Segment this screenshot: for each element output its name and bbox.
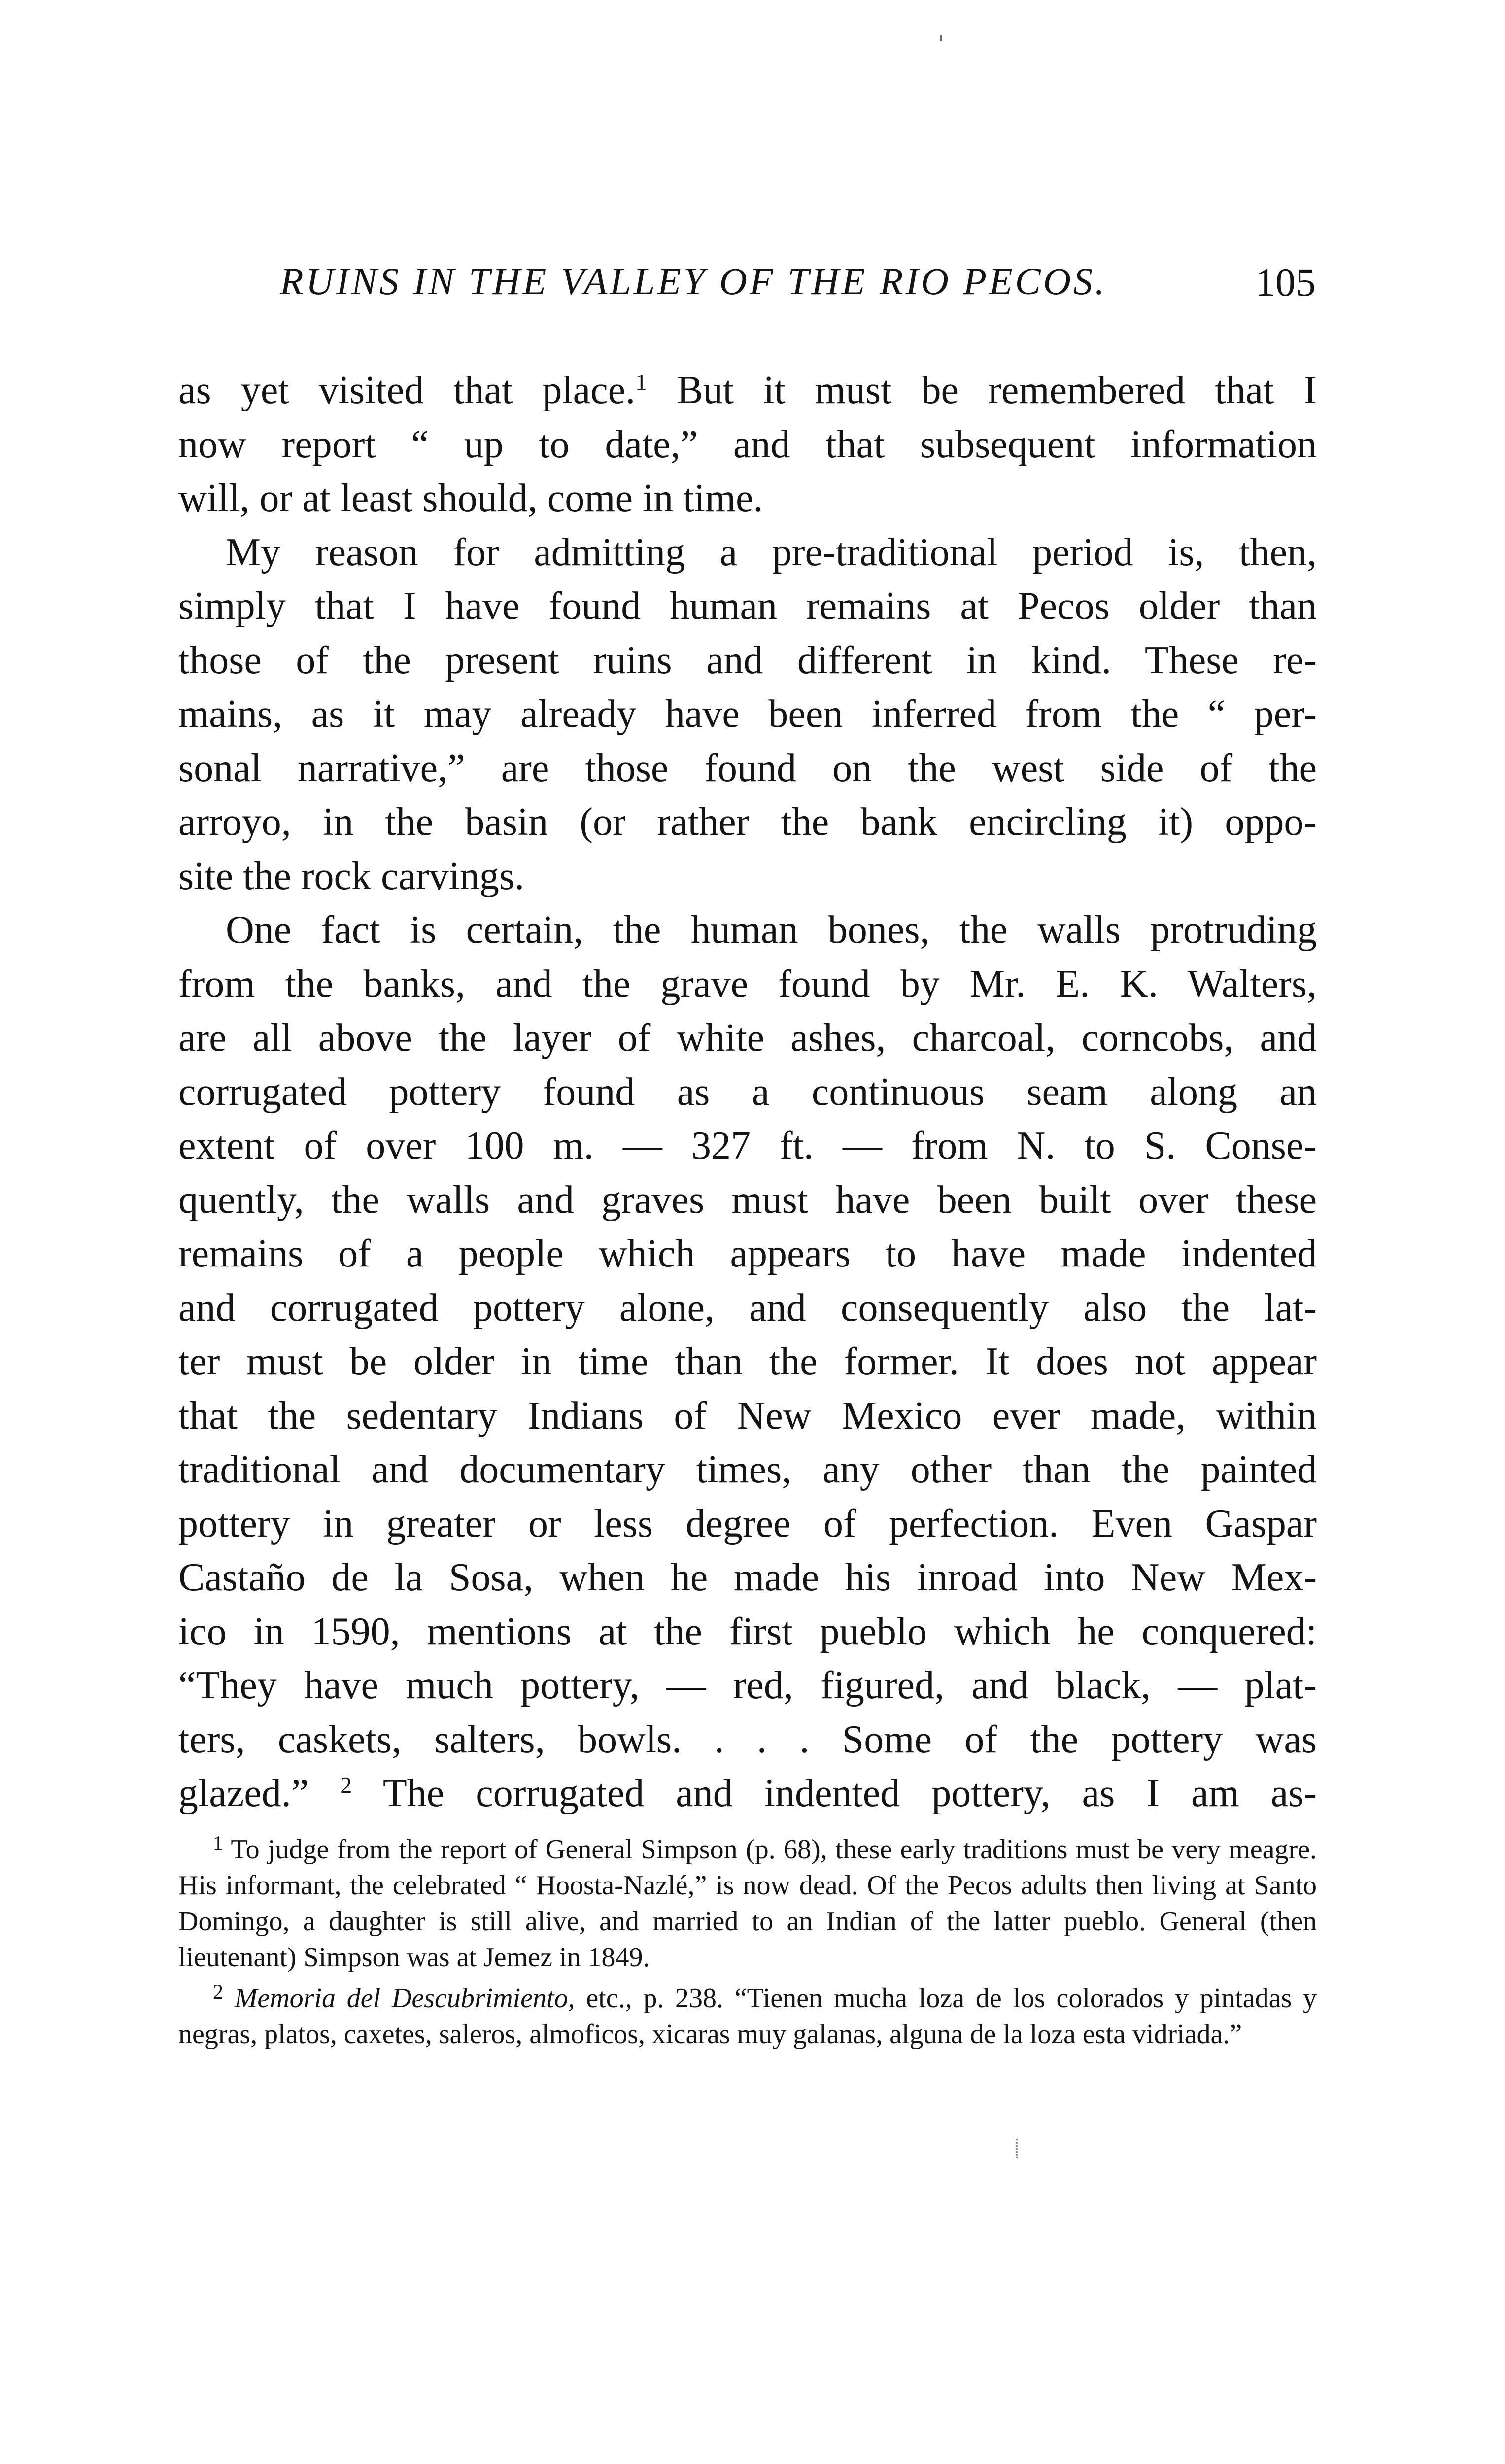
page-number: 105 bbox=[1255, 260, 1316, 305]
text-line: traditional and documentary times, any other than the painted bbox=[178, 1448, 1317, 1491]
text-line: from the banks, and the grave found by Mr. E. K. Walters, bbox=[178, 962, 1317, 1006]
text-line: will, or at least should, come in time. bbox=[178, 477, 763, 520]
text-line: One fact is certain, the human bones, the walls protruding bbox=[226, 908, 1317, 952]
text-line: corrugated pottery found as a continuous seam along an bbox=[178, 1070, 1317, 1114]
footnote-reference: 2 bbox=[340, 1772, 352, 1799]
text-line: sonal narrative,” are those found on the west side of the bbox=[178, 746, 1317, 790]
text-line: simply that I have found human remains at Pecos older than bbox=[178, 584, 1317, 628]
text-line: arroyo, in the basin (or rather the bank encircling it) oppo- bbox=[178, 800, 1317, 844]
footnote-mark: 2 bbox=[213, 1981, 223, 2004]
footnotes bbox=[178, 1832, 1317, 2053]
text-line: My reason for admitting a pre-traditional period is, then, bbox=[226, 530, 1317, 574]
running-title: RUINS IN THE VALLEY OF THE RIO PECOS. bbox=[280, 260, 1107, 303]
ink-dots bbox=[1016, 2139, 1019, 2158]
cited-title: Memoria del Descubrimiento, bbox=[234, 1983, 575, 2014]
text-line: pottery in greater or less degree of perfection. Even Gaspar bbox=[178, 1502, 1317, 1545]
text-line: now report “ up to date,” and that subsequent information bbox=[178, 422, 1317, 466]
body-text bbox=[178, 364, 1317, 1821]
text-line: quently, the walls and graves must have been built over these bbox=[178, 1178, 1317, 1222]
footnote-mark: 1 bbox=[213, 1832, 223, 1855]
text-line: ters, caskets, salters, bowls. . . . Some of the pottery was bbox=[178, 1717, 1317, 1761]
text-line: as yet visited that place.$^1$ But it must be remembered that I bbox=[178, 369, 1317, 412]
ink-speck bbox=[940, 35, 942, 41]
text-line: ter must be older in time than the former. It does not appear bbox=[178, 1340, 1317, 1383]
text-line: “They have much pottery, — red, figured, and black, — plat- bbox=[178, 1664, 1317, 1707]
text-line: glazed.” $^2$ The corrugated and indented pottery, as I am as- bbox=[178, 1772, 1317, 1815]
text-line: ico in 1590, mentions at the first pueblo which he conquered: bbox=[178, 1609, 1317, 1653]
text-line: remains of a people which appears to have made indented bbox=[178, 1232, 1317, 1275]
text-line: mains, as it may already have been inferred from the “ per- bbox=[178, 692, 1317, 736]
footnote-2: $^2$ Memoria del Descubrimiento, etc., p. 238. “Tienen mucha loza de los colorados y pintadas y negras, platos, caxetes, saleros, almoficos, xicaras muy galanas, alguna de la loza esta vidriada.” bbox=[178, 1981, 1317, 2050]
footnote-reference: 1 bbox=[635, 369, 648, 396]
text-line: Castaño de la Sosa, when he made his inroad into New Mex- bbox=[178, 1556, 1317, 1599]
text-line: extent of over 100 m. — 327 ft. — from N. to S. Conse- bbox=[178, 1124, 1317, 1167]
text-line: and corrugated pottery alone, and consequently also the lat- bbox=[178, 1286, 1317, 1330]
page-header bbox=[181, 255, 1316, 309]
footnote-1: $^1$ To judge from the report of General Simpson (p. 68), these early traditions must be very meagre. His informant, the celebrated “ Hoosta-Nazlé,” is now dead. Of the Pecos adults then living at Santo Domingo, a daughter is still alive, and married to an Indian of the latter pueblo. General (then lieutenant) Simpson was at Jemez in 1849. bbox=[178, 1832, 1317, 1973]
text-line: that the sedentary Indians of New Mexico ever made, within bbox=[178, 1394, 1317, 1437]
text-line: site the rock carvings. bbox=[178, 854, 524, 898]
text-line: are all above the layer of white ashes, charcoal, corncobs, and bbox=[178, 1016, 1317, 1060]
text-line: those of the present ruins and different in kind. These re- bbox=[178, 638, 1317, 682]
